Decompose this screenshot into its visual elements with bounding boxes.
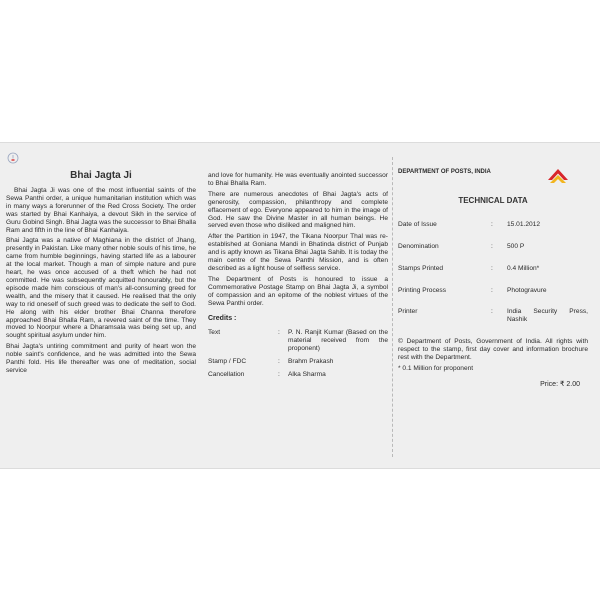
copyright-notice: © Department of Posts, Government of India. All rights with respect to the stamp, first day cover and information brochure rest with the Department. [398,338,588,362]
credits-heading: Credits : [208,314,237,322]
tech-row-denomination [398,243,588,251]
price-label: Price: ₹ 2.00 [540,380,580,388]
credit-row-stamp [208,358,388,366]
tech-sep: : [491,264,493,272]
tech-value: India Security Press, Nashik [507,308,588,324]
left-paragraph-2: Bhai Jagta was a native of Maghiana in the district of Jhang, presently in Pakistan. Like many other noble souls of his time, he came from humble beginnings, having started life as a labourer at the local market. Though a man of simple nature and pure heart, he was once accused of a theft which he had not committed. He was subsequently acquitted honourably, but the episode made him conscious of man's all-consuming greed for wealth, and the misery that it caused. He realised that the only way to rid oneself of such greed was to dedicate the self to God. He along with his elder brother Bhai Channa therefore approached Bhai Bhalla Ram, a revered saint of the time. They moved to Noorpur where a Dharamsala was being set up, and sought spiritual asylum under him. [6,237,196,340]
tech-sep: : [491,308,493,316]
credit-value: P. N. Ranjit Kumar (Based on the material received from the proponent) [288,329,388,353]
corner-mark-icon [7,152,19,164]
technical-data-heading: TECHNICAL DATA [458,195,528,205]
tech-row-printing-process [398,287,588,295]
credit-row-text [208,329,388,353]
proponent-footnote: * 0.1 Million for proponent [398,364,474,372]
middle-paragraph-1: and love for humanity. He was eventually anointed successor to Bhai Bhalla Ram. [208,172,388,187]
tech-label: Printer [398,308,418,316]
middle-paragraph-2: There are numerous anecdotes of Bhai Jagta's acts of generosity, compassion, philanthropy and complete effacement of ego. Everyone appeared to him in the image of God. He saw the Divine Master in all human beings. He served even those who disliked and maligned him. [208,190,388,230]
tech-label: Stamps Printed [398,264,444,272]
credit-sep: : [278,371,280,379]
left-column [6,170,196,378]
middle-column [208,172,388,384]
page-title: Bhai Jagta Ji [70,170,132,181]
middle-paragraph-3: After the Partition in 1947, the Tikana Noorpur Thal was re-established at Goniana Mandi in Bhatinda district of Punjab and is aptly known as Tikana Bhai Jagta Sahib. It is today the main centre of the Sewa Panthi Mission, and is often described as a light house of selfless service. [208,233,388,272]
credit-value: Alka Sharma [288,371,326,379]
tech-sep: : [491,286,493,294]
tech-label: Date of Issue [398,220,437,228]
credit-row-cancellation [208,371,388,379]
tech-row-stamps-printed [398,265,588,273]
left-paragraph-1: Bhai Jagta Ji was one of the most influential saints of the Sewa Panthi order, a unique humanitarian institution which was in many ways a forerunner of the Red Cross Society. The order was started by Bhai Kanhaiya, a devout Sikh in the service of Guru Gobind Singh. Bhai Jagta was the successor to Bhai Bhalla Ram and fifth in the line of Bhai Kanhaiya. [6,187,196,234]
tech-sep: : [491,220,493,228]
tech-value: Photogravure [507,286,547,294]
right-column [398,169,588,389]
credit-label: Text [208,329,221,337]
brochure-sheet [0,142,600,469]
tech-value: 500 P [507,242,525,250]
column-divider [392,157,393,457]
credit-label: Stamp / FDC [208,358,247,366]
tech-label: Denomination [398,242,439,250]
department-label: DEPARTMENT OF POSTS, INDIA [398,169,491,175]
tech-row-date [398,221,588,229]
tech-sep: : [491,242,493,250]
left-paragraph-3: Bhai Jagta's untiring commitment and purity of heart won the noble saint's confidence, and he was admitted into the Sewa Panthi fold. His life thereafter was one of meditation, social service [6,343,196,374]
middle-paragraph-4: The Department of Posts is honoured to issue a Commemorative Postage Stamp on Bhai Jagta Ji, a symbol of compassion and an epitome of the noblest virtues of the Sewa Panthi order. [208,275,388,307]
credit-sep: : [278,329,280,337]
tech-value: 15.01.2012 [507,220,541,228]
tech-row-printer [398,308,588,324]
credit-sep: : [278,358,280,366]
credit-value: Brahm Prakash [288,358,334,366]
tech-value: 0.4 Million* [507,264,540,272]
credit-label: Cancellation [208,371,245,379]
tech-label: Printing Process [398,286,447,294]
